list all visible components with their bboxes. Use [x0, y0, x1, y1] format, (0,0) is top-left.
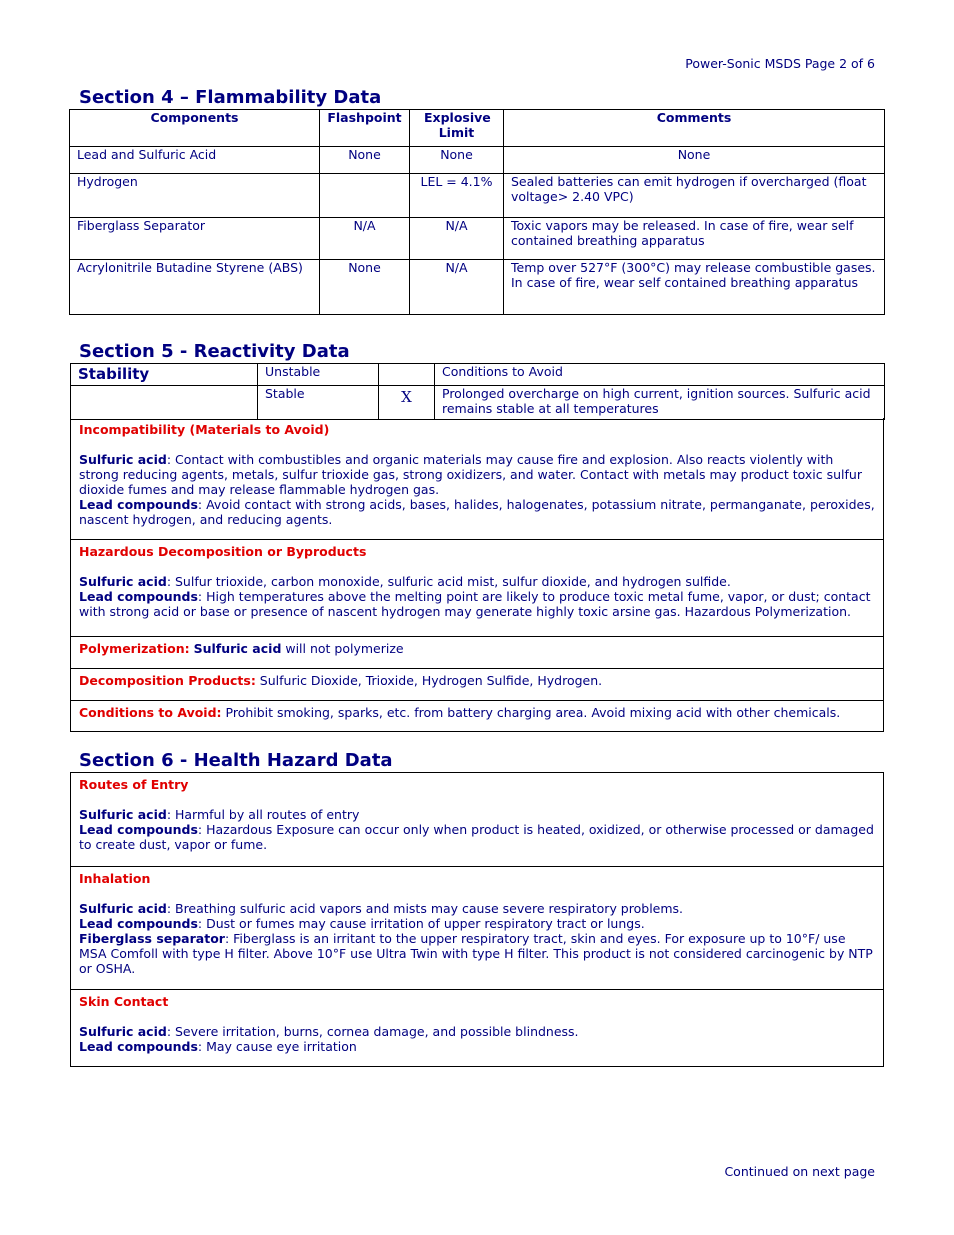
polymerization-label: Polymerization:	[79, 641, 190, 656]
stable-label: Stable	[258, 386, 379, 420]
reactivity-details	[70, 418, 884, 732]
decomposition-label: Decomposition Products:	[79, 673, 256, 688]
text: will not polymerize	[281, 641, 404, 656]
table-row	[70, 174, 885, 218]
cell: N/A	[320, 218, 410, 260]
flammability-table	[69, 109, 885, 315]
text: : Hazardous Exposure can occur only when product is heated, oxidized, or otherwise processed or damaged to create dust, vapor or fume.	[79, 822, 874, 852]
label: Lead compounds	[79, 589, 198, 604]
cell	[320, 174, 410, 218]
empty-cell	[71, 386, 258, 420]
col-flashpoint: Flashpoint	[320, 110, 410, 147]
text: : May cause eye irritation	[197, 1039, 357, 1054]
incompatibility-title: Incompatibility (Materials to Avoid)	[79, 422, 330, 437]
page-footer: Continued on next page	[724, 1164, 875, 1179]
text: Prohibit smoking, sparks, etc. from battery charging area. Avoid mixing acid with other chemicals.	[221, 705, 841, 720]
conditions-header: Conditions to Avoid	[435, 364, 885, 386]
cell: None	[504, 147, 885, 174]
cell: Lead and Sulfuric Acid	[70, 147, 320, 174]
label: Lead compounds	[79, 822, 198, 837]
cell: LEL = 4.1%	[410, 174, 504, 218]
hazardous-decomposition-block	[71, 540, 883, 637]
cell: N/A	[410, 260, 504, 315]
text: : Severe irritation, burns, cornea damage, and possible blindness.	[166, 1024, 579, 1039]
inhalation-block	[71, 867, 883, 990]
cell: Toxic vapors may be released. In case of fire, wear self contained breathing apparatus	[504, 218, 885, 260]
stability-table	[70, 363, 885, 420]
text: : Avoid contact with strong acids, bases, halides, halogenates, potassium nitrate, permanganate, peroxides, nascent hydrogen, and reducing agents.	[79, 497, 875, 527]
section6-title: Section 6 - Health Hazard Data	[79, 750, 393, 771]
skin-contact-title: Skin Contact	[79, 994, 169, 1009]
cell: None	[410, 147, 504, 174]
cell: Hydrogen	[70, 174, 320, 218]
cell: N/A	[410, 218, 504, 260]
text: : Breathing sulfuric acid vapors and mists may cause severe respiratory problems.	[166, 901, 684, 916]
table-row	[70, 218, 885, 260]
section5-title: Section 5 - Reactivity Data	[79, 341, 350, 362]
text: : Contact with combustibles and organic materials may cause fire and explosion. Also reacts violently with strong reducing agents, metals, sulfur trioxide gas, strong oxidizers, and water. Contact with metals may product toxic sulfur dioxide fumes and may release flammable hydrogen gas.	[79, 452, 862, 497]
routes-title: Routes of Entry	[79, 777, 189, 792]
section4-title: Section 4 – Flammability Data	[79, 87, 382, 108]
cell: None	[320, 147, 410, 174]
col-components: Components	[70, 110, 320, 147]
cell: Acrylonitrile Butadine Styrene (ABS)	[70, 260, 320, 315]
text: : Harmful by all routes of entry	[166, 807, 360, 822]
polymerization-block	[71, 637, 883, 669]
cell: Sealed batteries can emit hydrogen if overcharged (float voltage> 2.40 VPC)	[504, 174, 885, 218]
unstable-label: Unstable	[258, 364, 379, 386]
incompatibility-block	[71, 418, 883, 540]
label: Fiberglass separator	[79, 931, 225, 946]
text: : Fiberglass is an irritant to the upper respiratory tract, skin and eyes. For exposure up to 10°F/ use MSA Comfoll with type H filter. Above 10°F use Ultra Twin with type H filter. This product is not considered carcinogenic by NTP or OSHA.	[79, 931, 873, 976]
label: Sulfuric acid	[79, 1024, 167, 1039]
conditions-to-avoid-block	[71, 701, 883, 731]
text: : Dust or fumes may cause irritation of upper respiratory tract or lungs.	[197, 916, 645, 931]
page-header: Power-Sonic MSDS Page 2 of 6	[685, 56, 875, 71]
label: Sulfuric acid	[79, 807, 167, 822]
inhalation-title: Inhalation	[79, 871, 151, 886]
cell: Temp over 527°F (300°C) may release combustible gases. In case of fire, wear self contained breathing apparatus	[504, 260, 885, 315]
label: Sulfuric acid	[79, 901, 167, 916]
cell: None	[320, 260, 410, 315]
stability-label: Stability	[71, 364, 258, 386]
conditions-label: Conditions to Avoid:	[79, 705, 222, 720]
skin-contact-block	[71, 990, 883, 1066]
text: : High temperatures above the melting point are likely to produce toxic metal fume, vapor, or dust; contact with strong acid or base or presence of nascent hydrogen may generate highly toxic arsine gas. Hazardous Polymerization.	[79, 589, 871, 619]
cell: Fiberglass Separator	[70, 218, 320, 260]
table-row	[70, 147, 885, 174]
hazardous-decomposition-title: Hazardous Decomposition or Byproducts	[79, 544, 367, 559]
decomposition-products-block	[71, 669, 883, 701]
text: Sulfuric Dioxide, Trioxide, Hydrogen Sulfide, Hydrogen.	[255, 673, 603, 688]
col-explosive-limit: Explosive Limit	[410, 110, 504, 147]
conditions-text: Prolonged overcharge on high current, ignition sources. Sulfuric acid remains stable at all temperatures	[435, 386, 885, 420]
table-row	[70, 260, 885, 315]
text: : Sulfur trioxide, carbon monoxide, sulfuric acid mist, sulfur dioxide, and hydrogen sulfide.	[166, 574, 731, 589]
label: Sulfuric acid	[79, 452, 167, 467]
stable-mark: X	[379, 386, 435, 420]
label: Sulfuric acid	[193, 641, 282, 656]
routes-block	[71, 773, 883, 867]
label: Lead compounds	[79, 916, 198, 931]
unstable-mark	[379, 364, 435, 386]
label: Sulfuric acid	[79, 574, 167, 589]
health-hazard-details	[70, 772, 884, 1067]
label: Lead compounds	[79, 1039, 198, 1054]
label: Lead compounds	[79, 497, 198, 512]
col-comments: Comments	[504, 110, 885, 147]
